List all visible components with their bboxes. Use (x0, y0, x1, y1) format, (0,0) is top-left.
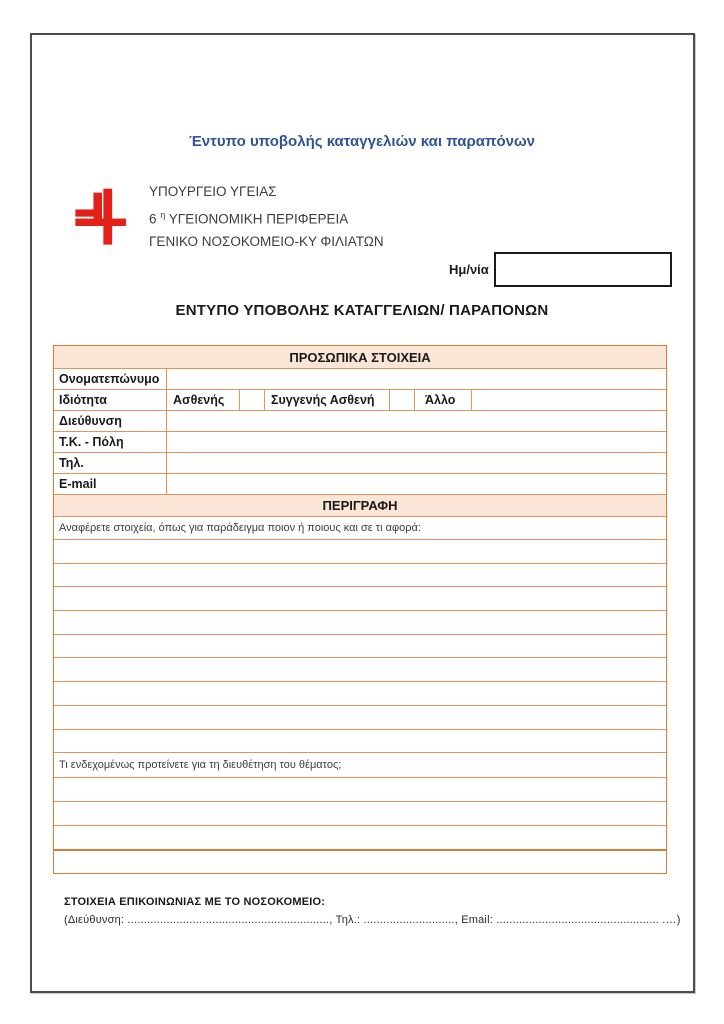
description-blank-row[interactable] (54, 657, 666, 681)
org-line-ministry: ΥΠΟΥΡΓΕΙΟ ΥΓΕΙΑΣ (149, 184, 277, 199)
hospital-contact-block (64, 896, 681, 926)
description-section-header: ΠΕΡΙΓΡΑΦΗ (54, 494, 666, 516)
field-label-address: Διεύθυνση (59, 414, 122, 428)
field-label-phone: Τηλ. (59, 456, 84, 470)
address-input-cell[interactable] (166, 411, 666, 431)
form-heading: ΕΝΤΥΠΟ ΥΠΟΒΟΛΗΣ ΚΑΤΑΓΓΕΛΙΩΝ/ ΠΑΡΑΠΟΝΩΝ (175, 302, 549, 319)
table-row (54, 452, 666, 473)
description-blank-row[interactable] (54, 586, 666, 610)
description-blank-row[interactable] (54, 729, 666, 753)
table-row (54, 368, 666, 389)
role-option-other-label: Άλλο (414, 390, 471, 410)
personal-info-section-header: ΠΡΟΣΩΠΙΚΑ ΣΤΟΙΧΕΙΑ (54, 346, 666, 368)
complaint-form-table (53, 345, 667, 874)
role-patient-checkbox-cell[interactable] (239, 390, 264, 410)
description-blank-row[interactable] (54, 563, 666, 587)
phone-input-cell[interactable] (166, 453, 666, 473)
hospital-contact-heading: ΣΤΟΙΧΕΙΑ ΕΠΙΚΟΙΝΩΝΙΑΣ ΜΕ ΤΟ ΝΟΣΟΚΟΜΕΙΟ: (64, 896, 326, 908)
table-row (54, 389, 666, 410)
field-label-zip-city: Τ.Κ. - Πόλη (59, 435, 124, 449)
organization-block (149, 181, 384, 253)
org-line-hospital: ΓΕΝΙΚΟ ΝΟΣΟΚΟΜΕΙΟ-ΚΥ ΦΙΛΙΑΤΩΝ (149, 233, 384, 249)
field-label-name: Ονοματεπώνυμο (59, 372, 160, 386)
role-relative-checkbox-cell[interactable] (389, 390, 414, 410)
suggestion-blank-row[interactable] (54, 825, 666, 849)
role-option-patient-label: Ασθενής (166, 390, 239, 410)
field-label-role: Ιδιότητα (59, 393, 107, 407)
description-blank-row[interactable] (54, 539, 666, 563)
description-hint-1: Αναφέρετε στοιχεία, όπως για παράδειγμα ποιον ή ποιους και σε τι αφορά: (54, 516, 666, 539)
document-title: Έντυπο υποβολής καταγγελιών και παραπόνων (188, 133, 535, 150)
org-line-region: 6 $^\eta$ ΥΓΕΙΟΝΟΜΙΚΗ ΠΕΡΙΦΕΡΕΙΑ (149, 209, 349, 226)
table-row (54, 473, 666, 494)
zip-city-input-cell[interactable] (166, 432, 666, 452)
suggestion-blank-row[interactable] (54, 849, 666, 873)
health-region-cross-logo (66, 176, 138, 252)
hospital-contact-line: (Διεύθυνση: .............................................................., Τηλ.: ............................, Email: .................................................. .…) (64, 914, 681, 926)
description-blank-row[interactable] (54, 610, 666, 634)
field-label-email: E-mail (59, 477, 97, 491)
role-other-input-cell[interactable] (471, 390, 666, 410)
description-blank-row[interactable] (54, 681, 666, 705)
description-blank-row[interactable] (54, 634, 666, 658)
description-hint-2: Τι ενδεχομένως προτείνετε για τη διευθέτηση του θέματος; (54, 752, 666, 777)
table-row (54, 410, 666, 431)
table-row (54, 431, 666, 452)
role-option-relative-label: Συγγενής Ασθενή (264, 390, 389, 410)
name-input-cell[interactable] (166, 369, 666, 389)
suggestion-blank-row[interactable] (54, 777, 666, 801)
date-label: Ημ/νία (449, 262, 489, 277)
email-input-cell[interactable] (166, 474, 666, 494)
date-input-box[interactable] (494, 252, 672, 287)
description-blank-row[interactable] (54, 705, 666, 729)
suggestion-blank-row[interactable] (54, 801, 666, 825)
